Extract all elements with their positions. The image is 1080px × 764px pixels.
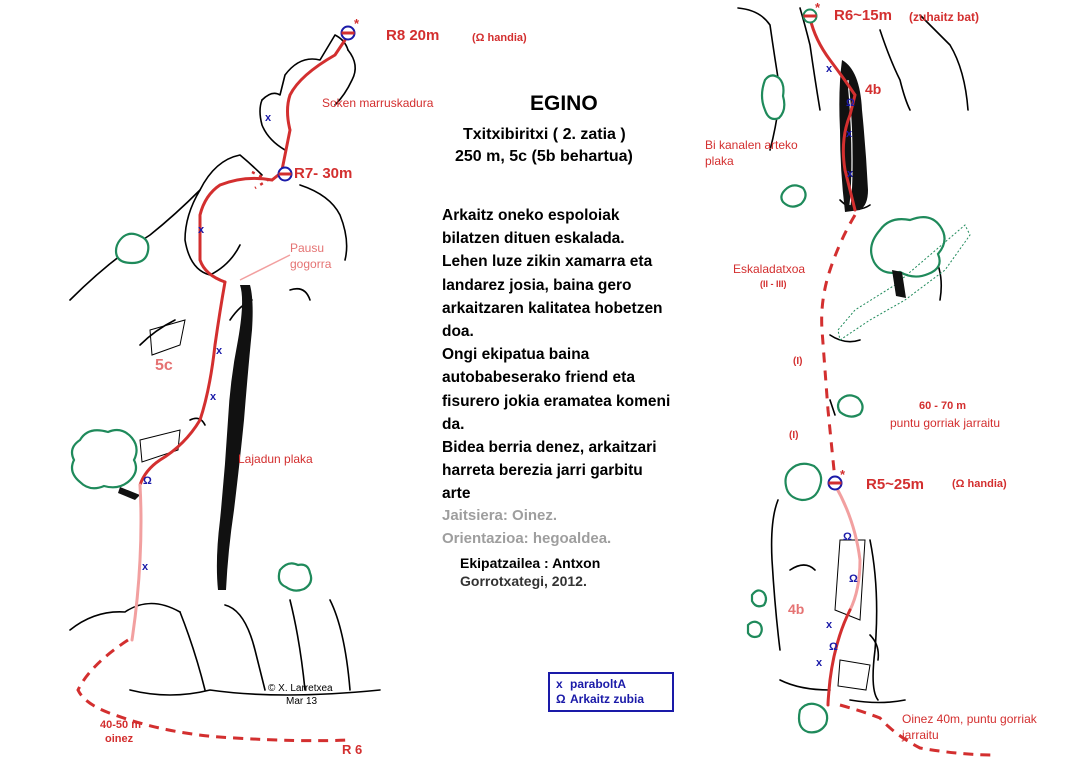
label-scramble: Eskaladatxoa — [733, 262, 806, 276]
label-grade-i: (I) — [793, 356, 803, 367]
equipper-line-2: Gorrotxategi, 2012. — [460, 573, 587, 589]
bolt-marker: x — [142, 561, 149, 573]
bolt-marker: x — [265, 112, 272, 124]
credit-author: © X. Larretxea — [268, 683, 333, 694]
description-line: harreta berezia jarri garbitu — [442, 462, 643, 480]
left-bolts — [142, 112, 272, 573]
right-lower-hatch — [838, 660, 870, 690]
pausu-arrow — [240, 255, 290, 280]
description-line: Bidea berria denez, arkaitzari — [442, 439, 657, 457]
belay-r6-icon — [804, 0, 822, 23]
label-scramble-grade: (II - III) — [760, 279, 787, 289]
belay-r8-icon — [342, 16, 361, 40]
legend-bridge-label: Arkaitz zubia — [570, 692, 645, 706]
description-line: Lehen luze zikin xamarra eta — [442, 253, 653, 271]
description-line: arkaitzaren kalitatea hobetzen — [442, 299, 663, 317]
label-walk-distance: 40-50 m — [100, 719, 141, 731]
bolt-marker: x — [826, 63, 833, 75]
label-follow-distance: 60 - 70 m — [919, 400, 967, 412]
description-line: Ongi ekipatua baina — [442, 346, 590, 364]
right-route-scramble — [822, 215, 855, 480]
label-channel-1: Bi kanalen arteko — [705, 138, 798, 152]
label-rope-drag: Soken marruskadura — [322, 96, 434, 110]
tree-icon — [72, 430, 137, 488]
left-chimney-shading — [150, 320, 185, 355]
legend-bridge-row — [556, 692, 644, 706]
description-line: autobabeserako friend eta — [442, 369, 635, 387]
left-route-lower — [132, 485, 141, 640]
description-line: doa. — [442, 323, 474, 341]
label-hard-step-1: Pausu — [290, 241, 325, 255]
bolt-marker: x — [198, 224, 205, 236]
label-approach-1: Oinez 40m, puntu gorriak — [902, 712, 1037, 726]
label-walk: oinez — [105, 733, 134, 745]
bridge-marker: Ω — [829, 641, 838, 653]
left-trees — [72, 234, 311, 591]
rock-bridge-icon: Ω — [556, 692, 566, 706]
label-hard-step-2: gogorra — [290, 257, 332, 271]
tree-icon — [279, 563, 311, 590]
description-line: Arkaitz oneko espoloiak — [442, 207, 620, 224]
tree-icon — [748, 622, 762, 637]
belay-r5-icon — [829, 467, 847, 490]
label-r7: R7- 30m — [294, 165, 353, 182]
belay-r7-icon — [279, 168, 292, 181]
orientation-info: Orientazioa: hegoaldea. — [442, 530, 612, 547]
equipper-line-1: Ekipatzailea : Antxon — [460, 555, 601, 571]
svg-text:*: * — [840, 467, 846, 482]
label-follow-text: puntu gorriak jarraitu — [890, 416, 1001, 430]
descent-info: Jaitsiera: Oinez. — [442, 507, 558, 524]
tree-icon — [786, 464, 822, 500]
label-approach-2: jarraitu — [902, 728, 939, 742]
label-r6-note: (zuhaitz bat) — [909, 10, 979, 24]
label-r6-start: R 6 — [342, 742, 363, 757]
right-route-lower-pink — [835, 485, 860, 610]
left-slab-hatch — [140, 430, 180, 462]
description-line: da. — [442, 415, 465, 433]
left-crack-shading — [217, 285, 253, 590]
bolt-marker: x — [216, 345, 223, 357]
label-r8: R8 20m — [386, 27, 440, 44]
svg-text:*: * — [815, 0, 821, 15]
description-line: fisurero jokia eramatea komeni — [442, 392, 671, 410]
left-route-pitch — [140, 282, 225, 485]
tree-icon — [871, 217, 944, 276]
description-line: arte — [442, 485, 471, 503]
legend-box — [548, 672, 674, 712]
bridge-marker: Ω — [843, 531, 852, 543]
legend-bolt-row — [556, 677, 626, 691]
label-r8-note: (Ω handia) — [472, 32, 527, 44]
bolt-marker: x — [816, 657, 823, 669]
label-grade-4b-top: 4b — [865, 81, 882, 97]
bolt-marker: x — [210, 391, 217, 403]
legend-bolt-label: paraboltA — [570, 677, 627, 691]
label-r5: R5~25m — [866, 476, 924, 493]
tree-icon — [762, 75, 784, 119]
route-description — [442, 204, 742, 506]
left-face-rock-outline — [70, 35, 380, 695]
bolt-marker: x — [847, 168, 854, 180]
route-length-grade: 250 m, 5c (5b behartua) — [455, 148, 633, 165]
label-grade-5c: 5c — [155, 357, 173, 374]
tree-icon — [752, 590, 766, 606]
tree-icon — [838, 395, 863, 416]
route-subtitle: Txitxibiritxi ( 2. zatia ) — [463, 126, 626, 143]
tree-trunk-icon — [118, 487, 140, 500]
label-grade-i: (I) — [789, 430, 799, 441]
description-line: bilatzen dituen eskalada. — [442, 230, 625, 248]
bolt-marker: x — [846, 128, 853, 140]
bolt-marker: x — [826, 619, 833, 631]
bridge-marker: Ω — [849, 573, 858, 585]
tree-icon — [781, 185, 805, 206]
label-slab: Lajadun plaka — [238, 452, 313, 466]
tree-icon — [116, 234, 148, 263]
label-r5-note: (Ω handia) — [952, 478, 1007, 490]
label-grade-4b-bottom: 4b — [788, 601, 805, 617]
bolt-icon: x — [556, 677, 563, 691]
bridge-marker: Ω — [143, 475, 152, 487]
label-r6: R6~15m — [834, 7, 892, 24]
svg-text:*: * — [354, 16, 360, 31]
credit-date: Mar 13 — [286, 696, 318, 707]
label-channel-2: plaka — [705, 154, 734, 168]
description-line: landarez josia, baina gero — [442, 276, 632, 294]
tree-icon — [799, 704, 827, 733]
bridge-marker: Ω — [846, 97, 855, 109]
route-title: EGINO — [530, 92, 598, 115]
